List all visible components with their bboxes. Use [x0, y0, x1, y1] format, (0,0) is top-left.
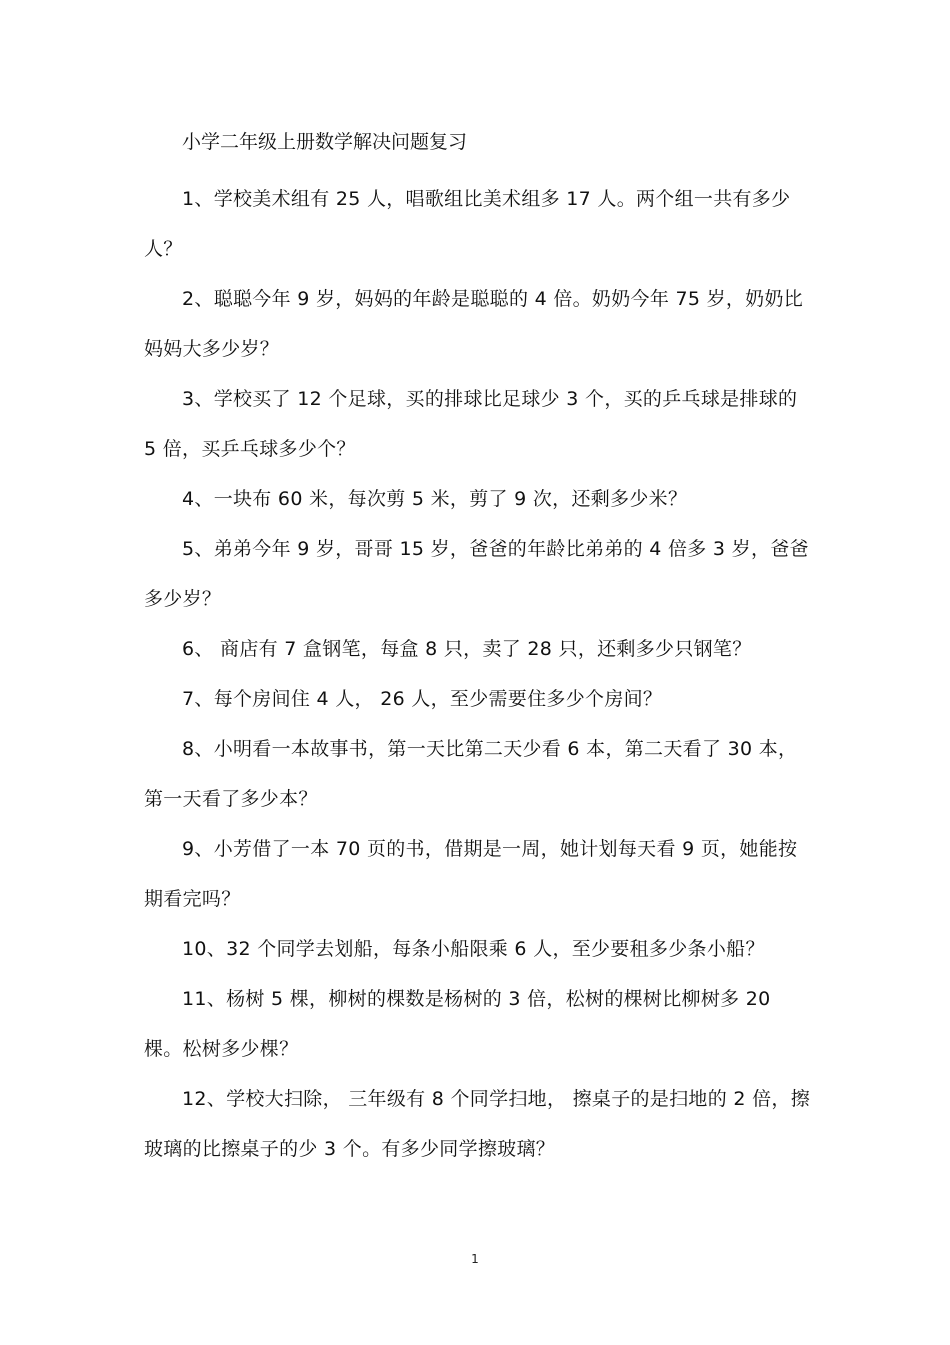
- question-8: 8、小明看一本故事书，第一天比第二天少看 6 本，第二天看了 30 本，第一天看了多少本？: [144, 738, 798, 810]
- question-7: 7、每个房间住 4 人， 26 人，至少需要住多少个房间？: [182, 688, 663, 710]
- page-number: 1: [471, 1252, 479, 1266]
- question-12: 12、学校大扫除， 三年级有 8 个同学扫地， 擦桌子的是扫地的 2 倍，擦玻璃的比擦桌子的少 3 个。有多少同学擦玻璃？: [144, 1088, 810, 1160]
- question-2: 2、聪聪今年 9 岁，妈妈的年龄是聪聪的 4 倍。奶奶今年 75 岁，奶奶比妈妈大多少岁？: [144, 288, 804, 360]
- question-9: 9、小芳借了一本 70 页的书，借期是一周，她计划每天看 9 页，她能按期看完吗？: [144, 838, 798, 910]
- question-11: 11、杨树 5 棵，柳树的棵数是杨树的 3 倍，松树的棵树比柳树多 20 棵。松树多少棵？: [144, 988, 771, 1060]
- question-10: 10、32 个同学去划船，每条小船限乘 6 人，至少要租多少条小船？: [182, 938, 765, 960]
- question-3: 3、学校买了 12 个足球，买的排球比足球少 3 个，买的乒乓球是排球的 5 倍，买乒乓球多少个？: [144, 388, 798, 460]
- question-1: 1、学校美术组有 25 人，唱歌组比美术组多 17 人。两个组一共有多少人？: [144, 188, 791, 260]
- question-4: 4、一块布 60 米，每次剪 5 米，剪了 9 次，还剩多少米？: [182, 488, 688, 510]
- document-title: 小学二年级上册数学解决问题复习: [182, 131, 468, 153]
- document-content: [144, 124, 810, 1174]
- question-5: 5、弟弟今年 9 岁，哥哥 15 岁，爸爸的年龄比弟弟的 4 倍多 3 岁，爸爸多少岁？: [144, 538, 809, 610]
- question-6: 6、 商店有 7 盒钢笔，每盒 8 只，卖了 28 只，还剩多少只钢笔？: [182, 638, 752, 660]
